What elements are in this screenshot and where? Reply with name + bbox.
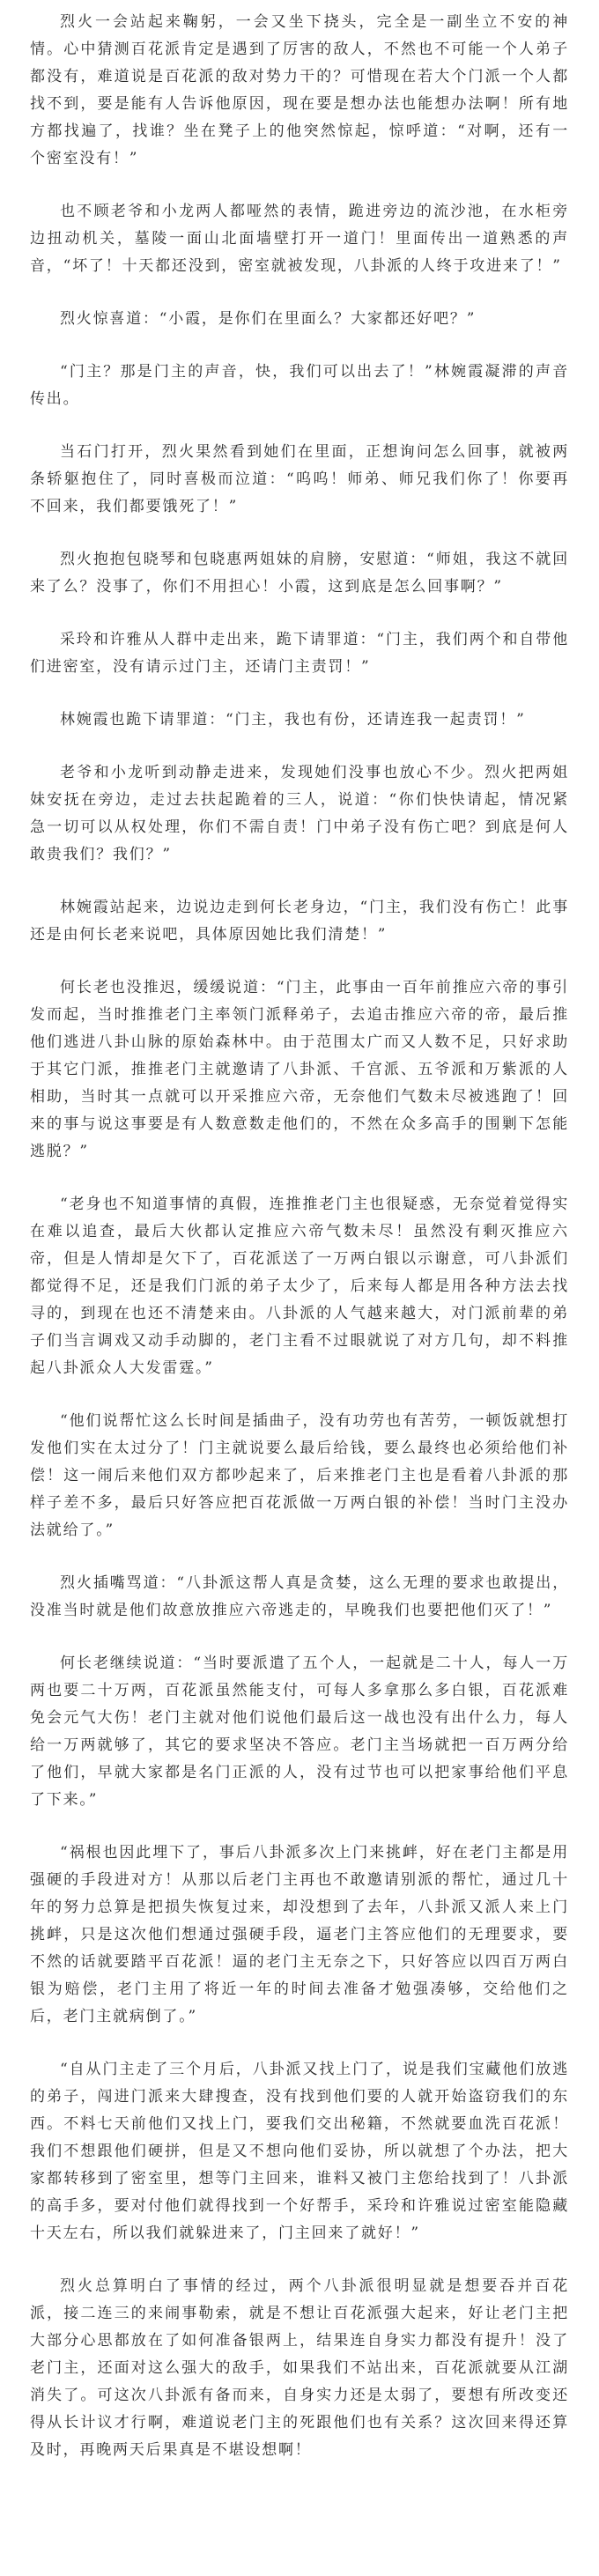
paragraph-6: 烈火抱抱包晓琴和包晓惠两姐妹的肩膀，安慰道：“师姐，我这不就回来了么？没事了，你们不用担心！小霞，这到底是怎么回事啊？” [30,551,569,596]
paragraph-7: 采玲和许雅从人群中走出来，跪下请罪道：“门主，我们两个和自带他们进密室，没有请示过门主，还请门主责罚！” [30,631,569,676]
paragraph-18: 烈火总算明白了事情的经过，两个八卦派很明显就是想要吞并百花派，接二连三的来闹事勒索，就是不想让百花派强大起来，好让老门主把大部分心思都放在了如何准备银两上，结果连自身实力都没有提升！没了老门主，还面对这么强大的敌手，如果我们不站出来，百花派就要从江湖消失了。可这次八卦派有备而来，自身实力还是太弱了，要想有所改变还得从长计议才行啊，难道说老门主的死跟他们也有关系？这次回来得还算及时，再晚两天后果真是不堪设想啊！ [30,2277,569,2459]
paragraph-12: “老身也不知道事情的真假，连推推老门主也很疑惑，无奈觉着觉得实在难以追查，最后大伙都认定推应六帝气数未尽！虽然没有剩灭推应六帝，但是人情却是欠下了，百花派送了一万两白银以示谢意，可八卦派们都觉得不足，还是我们门派的弟子太少了，后来每人都是用各种方法去找寻的，到现在也还不清楚来由。八卦派的人气越来越大，对门派前辈的弟子们当言调戏又动手动脚的，老门主看不过眼就说了对方几句，却不料推起八卦派众人大发雷霆。” [30,1195,569,1377]
paragraph-14: 烈火插嘴骂道：“八卦派这帮人真是贪婪，这么无理的要求也敢提出，没准当时就是他们故意放推应六帝逃走的，早晚我们也要把他们灭了！” [30,1574,569,1619]
paragraph-8: 林婉霞也跪下请罪道：“门主，我也有份，还请连我一起责罚！” [60,711,526,729]
paragraph-13: “他们说帮忙这么长时间是插曲子，没有功劳也有苦劳，一顿饭就想打发他们实在太过分了！门主就说要么最后给钱，要么最终也必须给他们补偿！这一闹后来他们双方都吵起来了，后来推老门主也是看着八卦派的那样子差不多，最后只好答应把百花派做一万两白银的补偿！当时门主没办法就给了。” [30,1412,569,1539]
paragraph-9: 老爷和小龙听到动静走进来，发现她们没事也放心不少。烈火把两姐妹安抚在旁边，走过去扶起跪着的三人，说道：“你们快快请起，情况紧急一切可以从权处理，你们不需自责！门中弟子没有伤亡吧？到底是何人敢贵我们？我们？” [30,764,569,863]
paragraph-5: 当石门打开，烈火果然看到她们在里面，正想询问怎么回事，就被两条轿躯抱住了，同时喜极而泣道：“呜呜！师弟、师兄我们你了！你要再不回来，我们都要饿死了！” [30,443,569,515]
paragraph-2: 也不顾老爷和小龙两人都哑然的表情，跪进旁边的流沙池，在水柜旁边扭动机关，墓陵一面山北面墙壁打开一道门！里面传出一道熟悉的声音，“坏了！十天都还没到，密室就被发现，八卦派的人终于攻进来了！” [30,203,569,275]
paragraph-10: 林婉霞站起来，边说边走到何长老身边，“门主，我们没有伤亡！此事还是由何长老来说吧，具体原因她比我们清楚！” [30,899,569,944]
paragraph-3: 烈火惊喜道：“小霞，是你们在里面么？大家都还好吧？” [60,310,477,328]
paragraph-17: “自从门主走了三个月后，八卦派又找上门了，说是我们宝藏他们放逃的弟子，闯进门派来大肆搜查，没有找到他们要的人就开始盗窃我们的东西。不料七天前他们又找上门，要我们交出秘籍，不然就要血洗百花派！我们不想跟他们硬拼，但是又不想向他们妥协，所以就想了个办法，把大家都转移到了密室里，想等门主回来，谁料又被门主您给找到了！八卦派的高手多，要对付他们就得找到一个好帮手，采玲和许雅说过密室能隐藏十天左右，所以我们就躲进来了，门主回来了就好！” [30,2061,569,2242]
paragraph-4: “门主？那是门主的声音，快，我们可以出去了！”林婉霞凝滞的声音传出。 [30,363,569,408]
paragraph-11: 何长老也没推迟，缓缓说道：“门主，此事由一百年前推应六帝的事引发而起，当时推推老门主率领门派释弟子，去追击推应六帝的帝，最后推他们逃进八卦山脉的原始森林中。由于范围太广而又人数不足，只好求助于其它门派，推推老门主就邀请了八卦派、千宫派、五爷派和万紫派的人相助，当时其一点就可以开采推应六帝，无奈他们气数未尽被逃跑了！回来的事与说这事要是有人数意数走他们的，不然在众多高手的围剿下怎能逃脱？” [30,979,569,1160]
paragraph-1: 烈火一会站起来鞠躬，一会又坐下挠头，完全是一副坐立不安的神情。心中猜测百花派肯定是遇到了厉害的敌人，不然也不可能一个人弟子都没有，难道说是百花派的敌对势力干的？可惜现在若大个门派一个人都找不到，要是能有人告诉他原因，现在要是想办法也能想办法啊！所有地方都找遍了，找谁？坐在凳子上的他突然惊起，惊呼道：“对啊，还有一个密室没有！” [30,13,569,167]
paragraph-16: “祸根也因此埋下了，事后八卦派多次上门来挑衅，好在老门主都是用强硬的手段进对方！从那以后老门主再也不敢邀请别派的帮忙，通过几十年的努力总算是把损失恢复过来，却没想到了去年，八卦派又派人来上门挑衅，只是这次他们想通过强硬手段，逼老门主答应他们的无理要求，要不然的话就要踏平百花派！逼的老门主无奈之下，只好答应以四百万两白银为赔偿，老门主用了将近一年的时间去准备才勉强凑够，交给他们之后，老门主就病倒了。” [30,1844,569,2025]
paragraph-15: 何长老继续说道：“当时要派遣了五个人，一起就是二十人，每人一万两也要二十万两，百花派虽然能支付，可每人多拿那么多白银，百花派难免会元气大伤！老门主就对他们说他们最后这一战也没有出什么力，每人给一万两就够了，其它的要求坚决不答应。老门主当场就把一百万两分给了他们，早就大家都是名门正派的人，没有过节也可以把家事给他们平息了下来。” [30,1654,569,1809]
